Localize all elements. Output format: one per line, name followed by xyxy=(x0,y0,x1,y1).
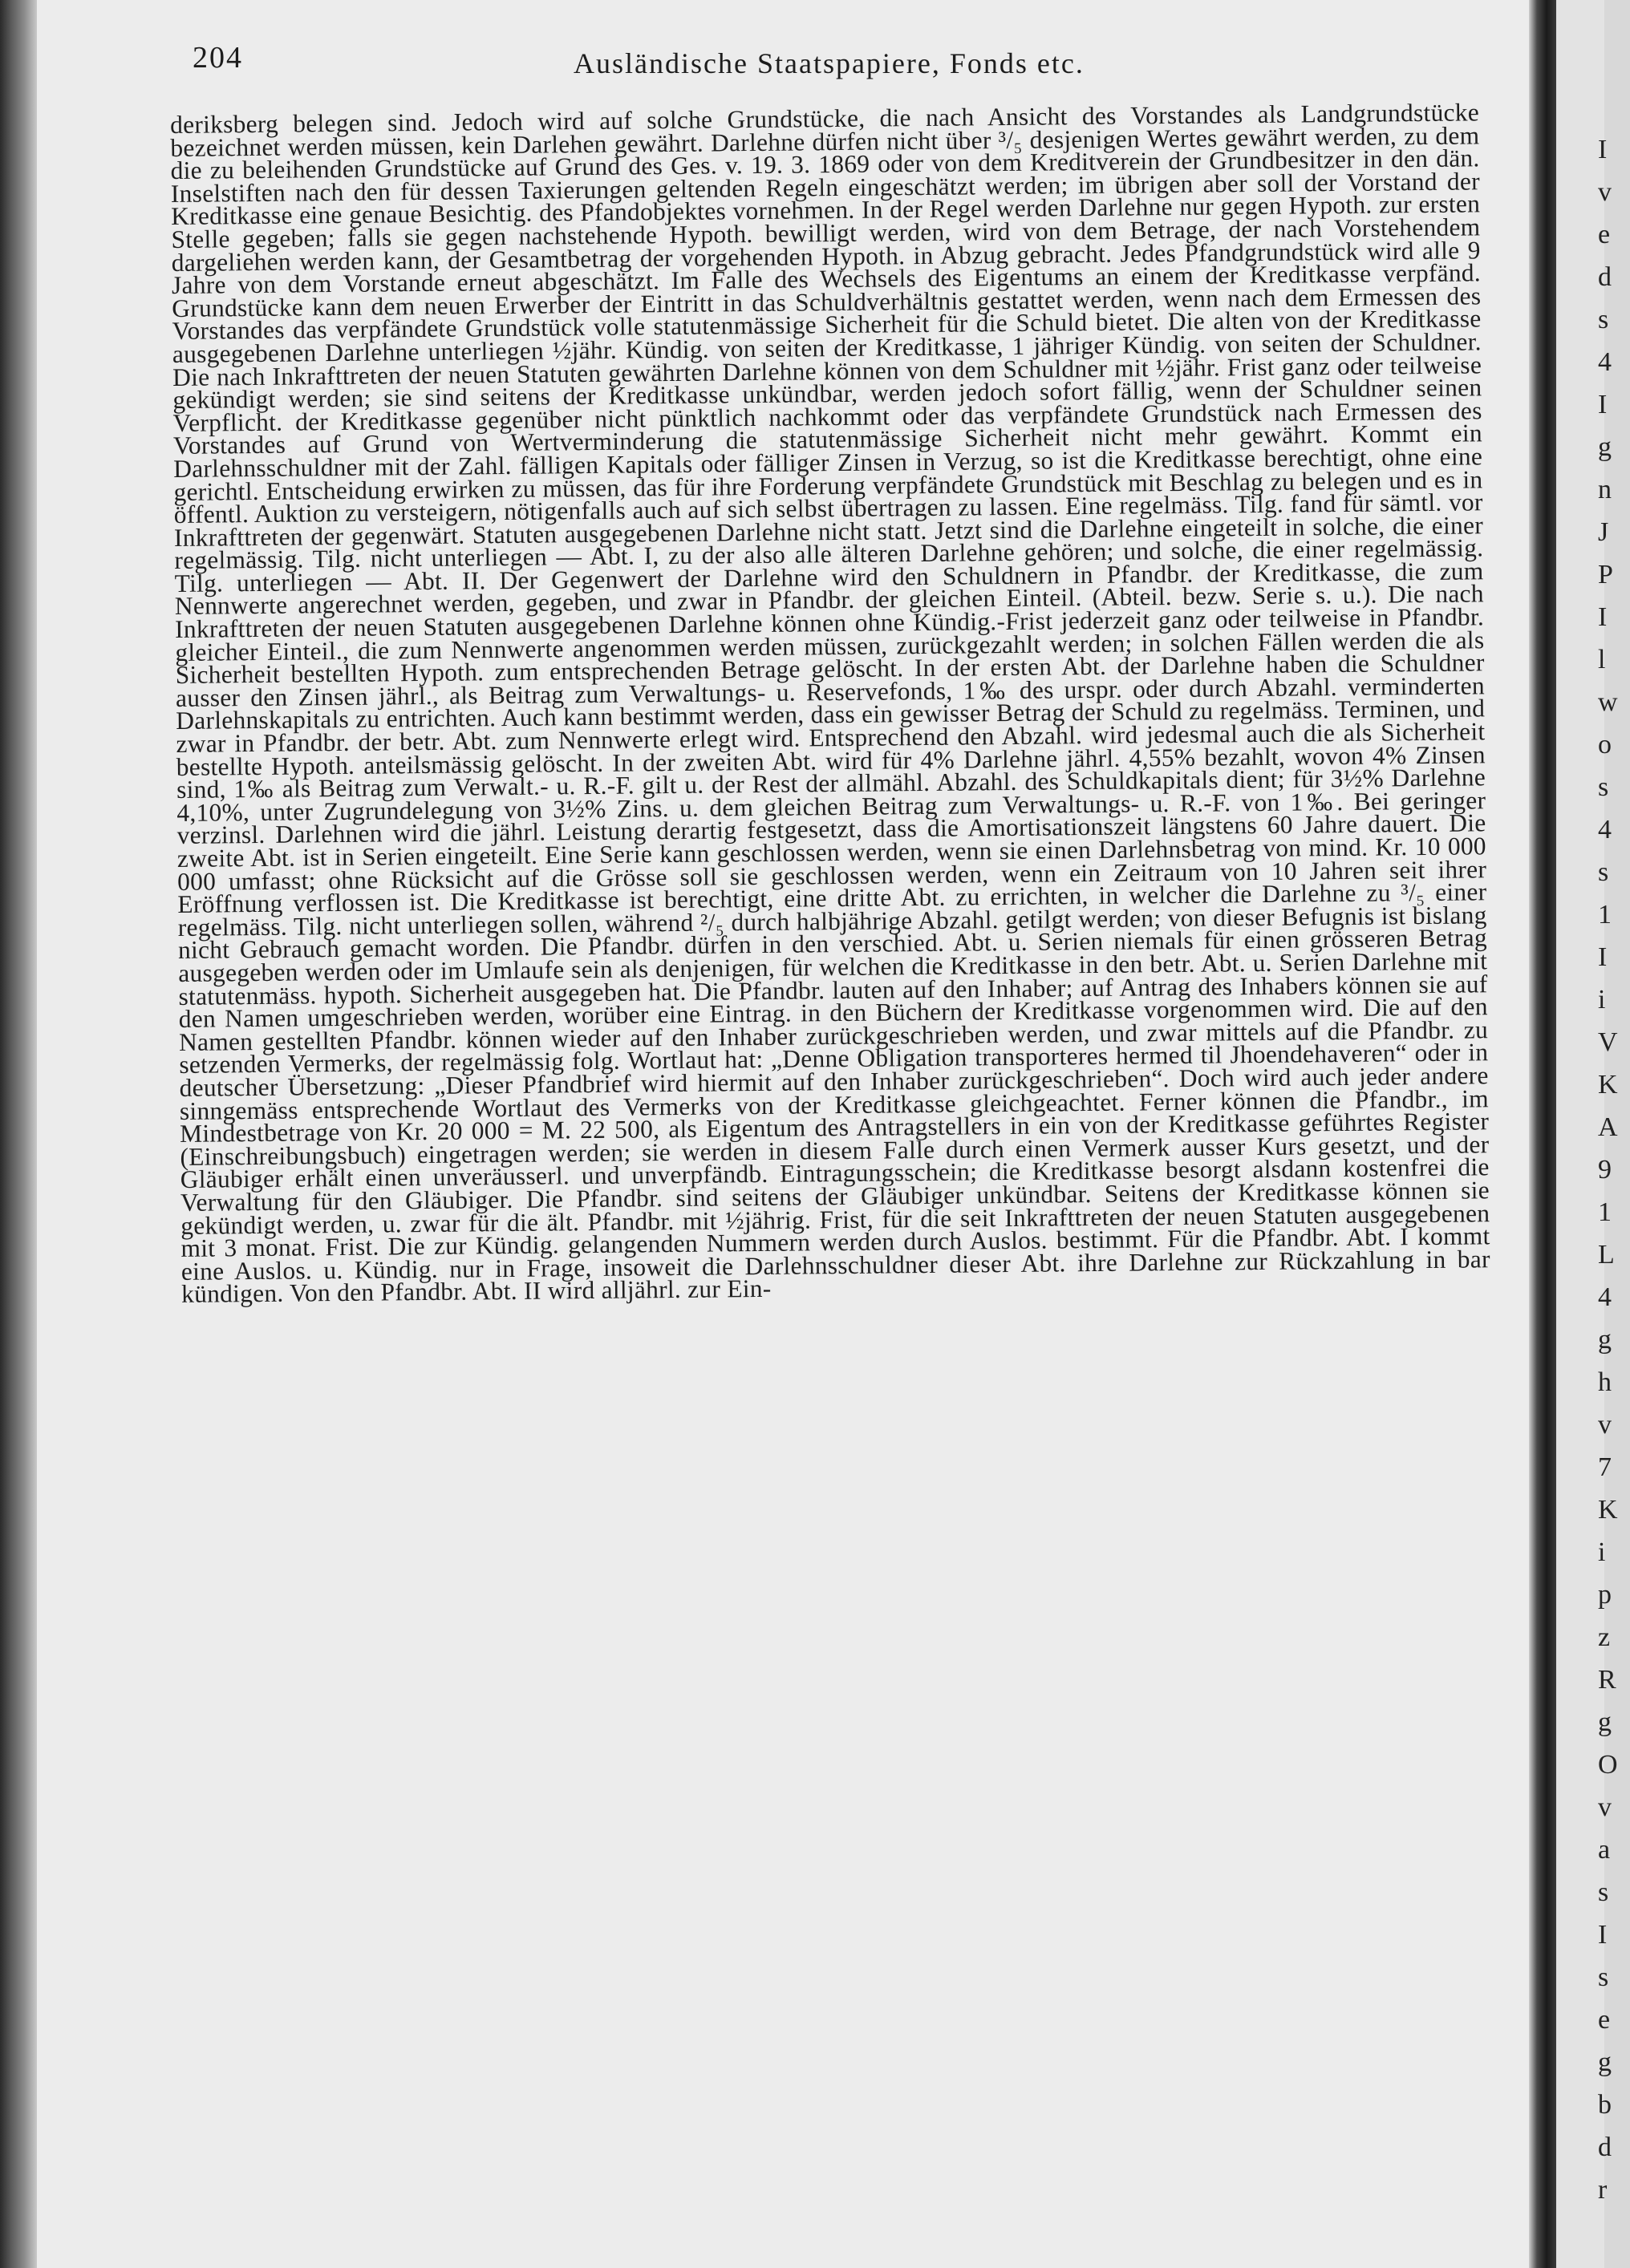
adjacent-page-fragment: 9 xyxy=(1598,1155,1612,1185)
adjacent-page-fragment: I xyxy=(1598,135,1608,164)
adjacent-page-fragment: o xyxy=(1598,730,1612,759)
adjacent-page-fragment: 4 xyxy=(1598,1282,1612,1312)
adjacent-page-fragment: r xyxy=(1598,2175,1608,2205)
adjacent-page-fragment: I xyxy=(1598,942,1608,972)
adjacent-page-fragment: I xyxy=(1598,602,1608,632)
adjacent-page-fragment: L xyxy=(1598,1240,1615,1270)
running-title: Ausländische Staatspapiere, Fonds etc. xyxy=(574,47,1085,79)
adjacent-page-fragment: s xyxy=(1598,857,1609,887)
adjacent-page-fragment: g xyxy=(1598,1325,1612,1355)
adjacent-page-fragment: i xyxy=(1598,985,1606,1015)
adjacent-page-fragment: g xyxy=(1598,1707,1612,1737)
adjacent-page-fragment: e xyxy=(1598,2005,1611,2035)
adjacent-page-fragment: g xyxy=(1598,2047,1612,2077)
adjacent-page-fragment: h xyxy=(1598,1367,1612,1397)
adjacent-page-fragment: R xyxy=(1598,1665,1616,1695)
adjacent-page-fragment: d xyxy=(1598,2132,1612,2162)
page-number: 204 xyxy=(193,41,243,75)
adjacent-page-fragment: v xyxy=(1598,1410,1612,1440)
adjacent-page-fragment: A xyxy=(1598,1112,1618,1142)
adjacent-page-fragment: s xyxy=(1598,305,1609,334)
adjacent-page-edge xyxy=(1556,0,1618,2268)
adjacent-page-fragment: a xyxy=(1598,1835,1611,1865)
adjacent-page-fragment: d xyxy=(1598,262,1612,292)
adjacent-page-fragment: P xyxy=(1598,560,1613,589)
adjacent-page-fragment: p xyxy=(1598,1580,1612,1610)
adjacent-page-fragment: z xyxy=(1598,1622,1611,1652)
book-binding-edge xyxy=(0,0,37,2268)
adjacent-page-fragment: 7 xyxy=(1598,1452,1612,1482)
adjacent-page-fragment: 1 xyxy=(1598,900,1612,929)
adjacent-page-fragment: K xyxy=(1598,1495,1618,1525)
adjacent-page-fragment: 4 xyxy=(1598,347,1612,377)
body-paragraph: deriksberg belegen sind. Jedoch wird auf solche Grundstücke, die nach Ansicht des Vorstandes als Landgrundstücke bezeichnet werden müssen, kein Darlehen gewährt. Darlehne dürfen nicht über ³/₅ desjenigen Wertes gewährt werden, zu dem die zu beleihenden Grundstücke auf Grund des Ges. v. 19. 3. 1869 oder von dem Kreditverein der Grundbesitzer in den dän. Inselstiften nach den für dessen Taxierungen geltenden Regeln eingeschätzt werden; im übrigen aber soll der Vorstand der Kreditkasse eine genaue Besichtig. des Pfandobjektes vornehmen. In der Regel werden Darlehne nur gegen Hypoth. zur ersten Stelle gegeben; falls sie gegen nachstehende Hypoth. bewilligt werden, wird von dem Betrage, der nach Vorstehendem dargeliehen werden kann, der Gesamtbetrag der vorgehenden Hypoth. in Abzug gebracht. Jedes Pfandgrundstück wird alle 9 Jahre von dem Vorstande erneut abgeschätzt. Im Falle des Wechsels des Eigentums an einem der Kreditkasse verpfänd. Grundstücke kann dem neuen Erwerber der Eintritt in das Schuldverhältnis gestattet werden, wenn nach dem Ermessen des Vorstandes das verpfändete Grundstück volle statutenmässige Sicherheit für die Schuld bietet. Die alten von der Kreditkasse ausgegebenen Darlehne unterliegen ½jähr. Kündig. von seiten der Kreditkasse, 1 jähriger Kündig. von seiten der Schuldner. Die nach Inkrafttreten der neuen Statuten gewährten Darlehne können von dem Schuldner mit ½jähr. Frist ganz oder teilweise gekündigt werden; sie sind seitens der Kreditkasse unkündbar, werden jedoch sofort fällig, wenn der Schuldner seinen Verpflicht. der Kreditkasse gegenüber nicht pünktlich nachkommt oder das verpfändete Grundstück nach Ermessen des Vorstandes auf Grund von Wertverminderung die statutenmässige Sicherheit nicht mehr gewährt. Kommt ein Darlehnsschuldner mit der Zahl. fälligen Kapitals oder fälliger Zinsen in Verzug, so ist die Kreditkasse berechtigt, ohne eine gerichtl. Entscheidung erwirken zu müssen, das für ihre Forderung verpfändete Grundstück mit Beschlag zu belegen und es in öffentl. Auktion zu versteigern, nötigenfalls auch auf sich selbst übertragen zu lassen. Eine regelmäss. Tilg. fand für sämtl. vor Inkrafttreten der gegenwärt. Statuten ausgegebenen Darlehne nicht statt. Jetzt sind die Darlehne eingeteilt in solche, die einer regelmässig. Tilg. nicht unterliegen — Abt. I, zu der also alle älteren Darlehne gehören; und solche, die einer regelmässig. Tilg. unterliegen — Abt. II. Der Gegenwert der Darlehne wird den Schuldnern in Pfandbr. der Kreditkasse, die zum Nennwerte angerechnet werden, gegeben, und zwar in Pfandbr. der gleichen Einteil. (Abteil. bezw. Serie s. u.). Die nach Inkrafttreten der neuen Statuten ausgegebenen Darlehne können ohne Kündig.-Frist jederzeit ganz oder teilweise in Pfandbr. gleicher Einteil., die zum Nennwerte angenommen werden müssen, zurückgezahlt werden; in solchen Fällen werden die als Sicherheit bestellten Hypoth. zum entsprechenden Betrage gelöscht. In der ersten Abt. der Darlehne haben die Schuldner ausser den Zinsen jährl., als Beitrag zum Verwaltungs- u. Reservefonds, 1‰ des urspr. oder durch Abzahl. verminderten Darlehnskapitals zu entrichten. Auch kann bestimmt werden, dass ein gewisser Betrag der Schuld zu regelmäss. Terminen, und zwar in Pfandbr. der betr. Abt. zum Nennwerte erlegt wird. Entsprechend den Abzahl. wird jedesmal auch die als Sicherheit bestellte Hypoth. anteilsmässig gelöscht. In der zweiten Abt. wird für 4% Darlehne jährl. 4,55% bezahlt, wovon 4% Zinsen sind, 1‰ als Beitrag zum Verwalt.- u. R.-F. gilt u. der Rest der allmähl. Abzahl. des Schuldkapitals dient; für 3½% Darlehne 4,10%, unter Zugrundelegung von 3½% Zins. u. dem gleichen Beitrag zum Verwaltungs- u. R.-F. von 1‰. Bei geringer verzinsl. Darlehnen wird die jährl. Leistung derartig festgesetzt, dass die Amortisationszeit längstens 60 Jahre dauert. Die zweite Abt. ist in Serien eingeteilt. Eine Serie kann geschlossen werden, wenn sie einen Darlehnsbetrag von mind. Kr. 10 000 000 umfasst; ohne Rücksicht auf die Grösse soll sie geschlossen werden, wenn ein Zeitraum von 10 Jahren seit ihrer Eröffnung verflossen ist. Die Kreditkasse ist berechtigt, eine dritte Abt. zu errichten, in welcher die Darlehne zu ³/₅ einer regelmäss. Tilg. nicht unterliegen sollen, während ²/₅ durch halbjährige Abzahl. getilgt werden; von dieser Befugnis ist bislang nicht Gebrauch gemacht worden. Die Pfandbr. dürfen in den verschied. Abt. u. Serien niemals für einen grösseren Betrag ausgegeben werden oder im Umlaufe sein als denjenigen, für welchen die Kreditkasse in den betr. Abt. u. Serien Darlehne mit statutenmäss. hypoth. Sicherheit ausgegeben hat. Die Pfandbr. lauten auf den Inhaber; auf Antrag des Inhabers können sie auf den Namen umgeschrieben werden, worüber eine Eintrag. in den Büchern der Kreditkasse vorgenommen wird. Die auf den Namen gestellten Pfandbr. können wieder auf den Inhaber zurückgeschrieben werden, und zwar mittels auf die Pfandbr. zu setzenden Vermerks, der regelmässig folg. Wortlaut hat: „Denne Obligation transporteres hermed til Jhoendehaveren“ oder in deutscher Übersetzung: „Dieser Pfandbrief wird hiermit auf den Inhaber zurückgeschrieben“. Doch wird auch jeder andere sinngemäss entsprechende Wortlaut des Vermerks von der Kreditkasse gleichgeachtet. Ferner können die Pfandbr., im Mindestbetrage von Kr. 20 000 = M. 22 500, als Eigentum des Antragstellers in ein von der Kreditkasse geführtes Register (Einschreibungsbuch) eingetragen werden; sie werden in diesem Falle durch einen Vermerk ausser Kurs gesetzt, und der Gläubiger erhält einen unveräusserl. und unverpfändb. Eintragungsschein; die Kreditkasse besorgt alsdann kostenfrei die Verwaltung für den Gläubiger. Die Pfandbr. sind seitens der Gläubiger unkündbar. Seitens der Kreditkasse können sie gekündigt werden, u. zwar für die ält. Pfandbr. mit ½jährig. Frist, für die seit Inkrafttreten der neuen Statuten ausgegebenen mit 3 monat. Frist. Die zur Kündig. gelangenden Nummern werden durch Auslos. bestimmt. Für die Pfandbr. Abt. I kommt eine Auslos. u. Kündig. nur in Frage, insoweit die Darlehnsschuldner dieser Abt. ihre Darlehne zur Rückzahlung in bar kündigen. Von den Pfandbr. Abt. II wird alljährl. zur Ein- xyxy=(169,98,1490,1309)
adjacent-page-fragment: v xyxy=(1598,1792,1612,1822)
adjacent-page-fragment: w xyxy=(1598,687,1618,717)
adjacent-page-fragment: v xyxy=(1598,177,1612,207)
adjacent-page-fragment: g xyxy=(1598,432,1612,462)
book-gutter xyxy=(1529,0,1556,2268)
adjacent-page-fragment: s xyxy=(1598,1877,1609,1907)
adjacent-page-fragment: J xyxy=(1598,517,1609,547)
adjacent-page-fragment: l xyxy=(1598,645,1606,674)
adjacent-page-fragment: b xyxy=(1598,2090,1612,2120)
adjacent-page-fragment: I xyxy=(1598,390,1608,419)
adjacent-page-fragment: e xyxy=(1598,220,1611,249)
adjacent-page-fragment: I xyxy=(1598,1920,1608,1950)
adjacent-page-fragment: V xyxy=(1598,1027,1618,1057)
adjacent-page-fragment: s xyxy=(1598,1962,1609,1992)
adjacent-page-fragment: n xyxy=(1598,475,1612,504)
adjacent-page-fragment: 1 xyxy=(1598,1197,1612,1227)
adjacent-page-fragment: i xyxy=(1598,1537,1606,1567)
adjacent-page-fragment: 4 xyxy=(1598,815,1612,844)
adjacent-page-fragment: s xyxy=(1598,772,1609,802)
adjacent-page-fragment: K xyxy=(1598,1070,1618,1100)
adjacent-page-fragment: O xyxy=(1598,1750,1618,1780)
